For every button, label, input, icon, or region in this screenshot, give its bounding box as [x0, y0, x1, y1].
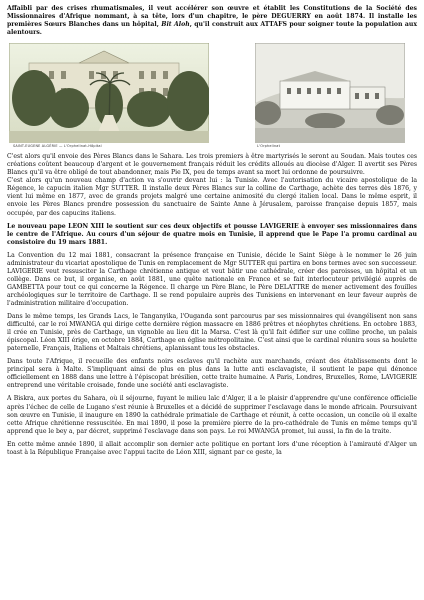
paragraph-leon-xiii: Le nouveau pape LEON XIII le soutient sur ces deux objectifs et pousse LAVIGERIE à envoyer ses missionnaires dans le centre de l'Afrique. Au cours d'un séjour de quatre mois en Tunisie, il apprend que le Pape l'a promu cardinal au consistoire du 19 mars 1881.: [7, 222, 417, 246]
orphanage-photo-caption: L'Orphelinat: [257, 144, 281, 149]
paragraph-grands-lacs: Dans le même temps, les Grands Lacs, le Tanganyika, l'Ouganda sont parcourus par ses missionnaires qui évangélisent non sans difficulté, car le roi MWANGA qui dirige cette dernière région massacre en 1886 prêtres et néophytes chrétiens. En octobre 1883, il crée en Tunisie, près de Carthage, un vignoble au lieu dit la Marsa. C'est là qu'il fait édifier sur une colline proche, un palais épiscopal. Léon XIII érige, en octobre 1884, Carthage en église métropolitaine. C'est ainsi que le cardinal réunira sous sa houlette paternelle, Français, Italiens et Maltais chrétiens, aplanissant tous les obstacles.: [7, 313, 417, 353]
hospital-photo: [9, 43, 209, 143]
intro-paragraph: [7, 5, 417, 37]
document-page: [7, 5, 417, 457]
intro-text-italic: Bit Aloh: [161, 21, 190, 29]
paragraph-convention-1881: La Convention du 12 mai 1881, consacrant la présence française en Tunisie, décide le Saint Siège à le nommer le 26 juin administrateur du vicariat apostolique de Tunis en remplacement de Mgr SUTTER qui partira en bons termes avec son successeur. LAVIGERIE veut ressusciter la Carthage chrétienne antique et veut bâtir une cathédrale, créer des paroisses, un hôpital et un collège. Dans ce but, il organise, en août 1881, une quête nationale en France et se fait interlocuteur privilégié auprès de GAMBETTA pour tout ce qui concerne la Régence. Il charge un Père Blanc, le Père DELATTRE de mener activement des fouilles archéologiques sur le territoire de Carthage. Il se rend populaire auprès des Tunisiens en intervenant en leur faveur auprès de l'administration militaire d'occupation.: [7, 251, 417, 307]
intro-text-1: Affaibli par des crises rhumatismales, il veut accélérer son œuvre et établit les Constitutions de la Société des Missionnaires d'Afrique nommant, à sa tête, lors d'un chapitre, le père DEGUERRY en août 1874. Il installe les premières Sœurs Blanches dans un hôpital,: [7, 5, 417, 29]
orphanage-photo: [255, 43, 405, 143]
paragraph-1890-toast: En cette même année 1890, il allait accomplir son dernier acte politique en portant lors d'une réception à l'amirauté d'Alger un toast à la République Française avec l'appui tacite de Léon XIII, signant par ce geste, la: [7, 440, 417, 456]
paragraph-biskra: A Biskra, aux portes du Sahara, où il séjourne, fuyant le milieu laïc d'Alger, il a le plaisir d'apprendre qu'une conférence officielle après l'échec de celle de Lugano s'est réunie à Bruxelles et a décidé de supprimer l'esclavage dans le monde africain. Poursuivant son œuvre en Tunisie, il inaugure en 1890 la cathédrale primatiale de Carthage et réunit, à cette occasion, un concile où il exalte cette Afrique chrétienne ressuscitée. En mai 1890, il pose la première pierre de la pro-cathédrale de Tunis en même temps qu'il apprend que le bey a, par décret, supprimé l'esclavage dans son pays. Le roi MWANGA promet, lui aussi, la fin de la traite.: [7, 395, 417, 435]
photo-row: [7, 43, 417, 151]
hospital-photo-caption: SAINT-EUGENE ALGÉRIE — L'Orphelinat-Hôpital: [13, 144, 102, 149]
paragraph-sahara-tunisia: C'est alors qu'il envoie des Pères Blancs dans le Sahara. Les trois premiers à être martyrisés le seront au Soudan. Mais toutes ces créations coûtent beaucoup d'argent et le gouvernement français réduit les crédits alloués au diocèse d'Alger. Il avertit ses Pères Blancs qu'il va être obligé de tout abandonner, mais Pie IX, peu de temps avant sa mort lui ordonne de poursuivre. C'est alors qu'un nouveau champ d'action va s'ouvrir devant lui : la Tunisie. Avec l'autorisation du vicaire apostolique de la Régence, le capucin italien Mgr SUTTER. Il installe deux Pères Blancs sur la colline de Carthage, achète des terres dès 1876, y vient lui même en 1877, avec de grands projets malgré une certaine animosité du clergé italien local. Dans le même esprit, il envoie les Pères Blancs prendre possession du sanctuaire de Sainte Anne à Jérusalem, paroisse française depuis 1857, mais occupée, par des capucins italiens.: [7, 153, 417, 217]
paragraph-anti-slavery: Dans toute l'Afrique, il recueille des enfants noirs esclaves qu'il rachète aux marchands, créant des établissements dont le principal sera à Malte. S'impliquant ainsi de plus en plus dans la lutte anti esclavagiste, il soutient le pape qui dénonce officiellement en 1888 dans une lettre à l'épiscopat brésilien, cette traite humaine. A Paris, Londres, Bruxelles, Rome, LAVIGERIE entreprend une véritable croisade, fonde une société anti esclavagiste.: [7, 358, 417, 390]
intro-text-2: , qu'il construit aux ATTAFS pour soigner toute la population aux alentours.: [7, 21, 417, 37]
body-text: [7, 153, 417, 457]
